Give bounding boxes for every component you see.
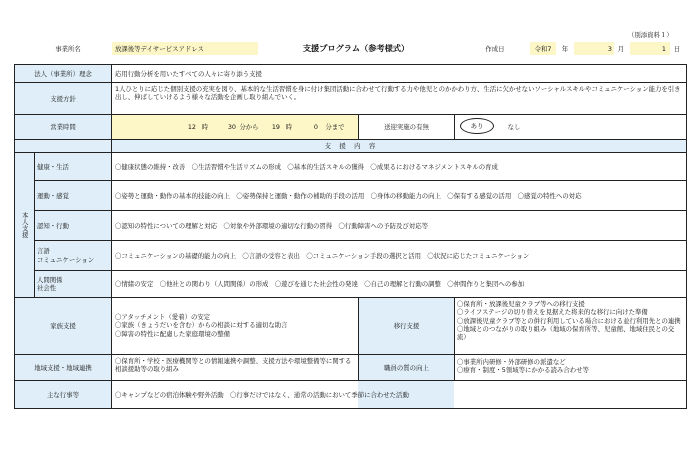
transport-option-no[interactable]: なし: [507, 123, 521, 131]
family-support-line: 〇障害の特性に配慮した家庭環境の整備: [115, 329, 231, 338]
person-support-label: 本人支援: [20, 211, 29, 238]
domain-motor-text: 〇姿勢と運動・動作の基本的技能の向上 〇姿勢保持と運動・動作の補助的手段の活用 〇身体の移動能力の向上 〇保有する感覚の活用 〇感覚の特性への対応: [115, 191, 582, 200]
transition-support-label: 移行支援: [393, 322, 420, 330]
policy-text: 1人ひとりに応じた個別支援の充実を図り、基本的な生活習慣を身に付け集団活動に合わせて行動する力や他児とのかかわり方、生活に欠かせないソーシャルスキルやコミュニケーション能力を引き出し、伸ばしていけるよう様々な活動を企画し取り組んでいく。: [115, 85, 681, 102]
transition-support-text: [457, 300, 683, 342]
annex-note: （別添資料１）: [628, 31, 673, 39]
created-era-year: 令和7: [530, 42, 556, 55]
page-title: 支援プログラム（参考様式）: [302, 43, 410, 53]
family-support-line: 〇家族（きょうだいを含む）からの相談に対する適切な助言: [115, 321, 288, 330]
transition-support-line: 〇保育所・放課後児童クラブ等への移行支援: [457, 300, 585, 308]
domain-cognition-label: 認知・行動: [37, 221, 69, 230]
transport-option-yes[interactable]: あり: [460, 118, 494, 134]
staff-quality-label: 職員の質の向上: [384, 363, 429, 372]
events-text: 〇キャンプなどの宿泊体験や野外活動 〇行事だけではなく、通常の活動において季節に合わせた活動: [115, 390, 409, 399]
person-support-label-cell: [15, 152, 34, 297]
philosophy-text: 応用行動分析を用いたすべての人々に寄り添う支援: [115, 69, 262, 78]
staff-quality-line: 〇事業所内研修・外部研修の派遣など: [457, 358, 566, 366]
end-hour: 19: [271, 123, 280, 131]
policy-label: 支援方針: [50, 94, 76, 103]
domain-health-label: 健康・生活: [37, 162, 69, 171]
domain-social-text: 〇情緒の安定 〇他社との関わり（人間関係）の形成 〇遊びを通じた社会性の発達 〇自己の理解と行動の調整 〇仲間作りと集団への参加: [115, 280, 524, 288]
year-unit: 年: [561, 44, 569, 53]
transport-label: 送迎実施の有無: [384, 123, 429, 131]
start-hour: 12: [187, 123, 196, 131]
office-name-value: 放課後等デイサービスアドレス: [112, 42, 258, 55]
staff-quality-line: 〇療育・制度・5領域等にかかる読み合わせ等: [457, 366, 589, 375]
domain-language-text: 〇コミュニケーションの基礎的能力の向上 〇言語の受容と表出 〇コミュニケーション手段の選択と活用 〇状況に応じたコミュニケーション: [115, 251, 530, 260]
events-label: 主な行事等: [47, 390, 79, 399]
transition-support-line: 〇地域とのつながりの取り組み（地域の保育所等、児童館、地域住民との交流）: [457, 324, 675, 342]
community-support-line: 〇保育所・学校・医療機関等との情報連携や調整、支援方法や環境整備等に関する相談援助等の取り組み: [115, 357, 352, 374]
start-minute: 30: [227, 123, 236, 131]
community-support-label: 地域支援・地域連携: [34, 363, 92, 372]
created-day: 1: [630, 42, 670, 55]
month-unit: 月: [617, 44, 625, 53]
philosophy-label: 法人（事業所）理念: [34, 69, 92, 78]
domain-motor-label: 運動・感覚: [37, 191, 69, 200]
community-support-text: [115, 357, 355, 374]
end-minute: 0: [313, 123, 318, 131]
transition-support-line: 〇ライフステージの切り替えを見据えた将来的な移行に向けた準備: [457, 308, 648, 317]
family-support-line: 〇アタッチメント（愛着）の安定: [115, 313, 211, 321]
until-unit: 分まで: [325, 123, 345, 131]
hours-label: 営業時間: [50, 123, 76, 131]
end-hour-unit: 時: [285, 123, 293, 131]
staff-quality-text: [457, 358, 683, 375]
from-unit: 分から: [239, 123, 259, 131]
transition-support-line: 〇放課後児童クラブ等との併行利用している場合における並行利用先との連携: [457, 316, 681, 325]
start-hour-unit: 時: [201, 123, 209, 131]
family-support-label: 家族支援: [50, 322, 76, 330]
support-content-header: 支 援 内 容: [324, 141, 377, 150]
day-unit: 日: [673, 44, 681, 53]
domain-cognition-text: 〇認知の特性についての理解と対応 〇対象や外部環境の適切な行動の習得 〇行動障害への予防及び対応等: [115, 221, 429, 230]
created-month: 3: [574, 42, 614, 55]
domain-language-label: 言語 コミュニケーション: [37, 247, 95, 264]
domain-health-text: 〇健康状態の維持・改善 〇生活習慣や生活リズムの形成 〇基本的生活スキルの獲得 〇成果るにおけるマネジメントスキルの育成: [115, 162, 498, 171]
family-support-text: [115, 313, 355, 338]
domain-social-label: 人間関係 社会性: [37, 275, 63, 292]
created-date-label: 作成日: [485, 44, 505, 53]
office-name-label: 事業所名: [55, 44, 81, 53]
